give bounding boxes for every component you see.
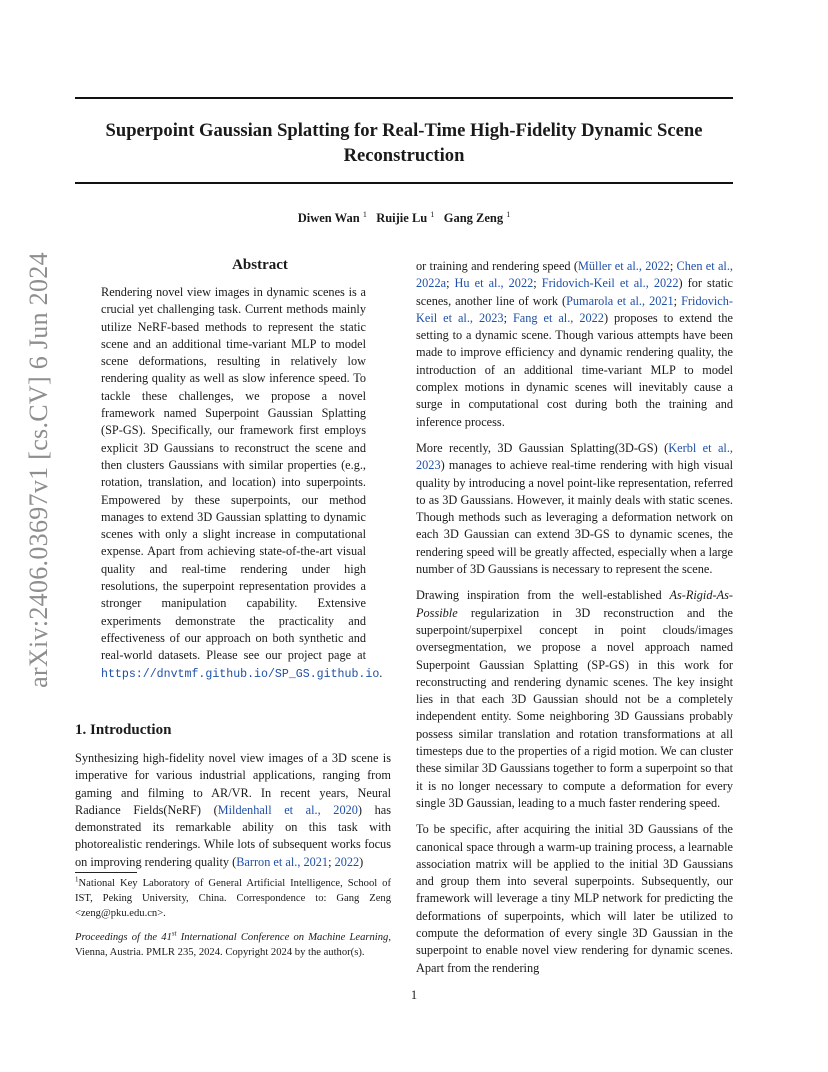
citation-link[interactable]: Pumarola et al., 2021 [566,293,674,308]
body-text: More recently, 3D Gaussian Splatting(3D-GS) [416,440,658,455]
page-number: 1 [410,988,418,1002]
citation-link[interactable]: Müller et al., 2022 [577,259,670,273]
footnote-rule [75,872,137,873]
proceedings-conference: International Conference on Machine Learning [180,932,389,943]
affiliation-mark: 1 [362,209,367,219]
citation-link[interactable]: Fang et al., 2022 [512,310,604,325]
intro-text: Synthesizing high-fidelity novel view images of a 3D scene is imperative for various industrial applications, ranging from gaming and filming to AR/VR. In recent years, Neural Radiance Fields(NeRF) [75,751,391,817]
proceedings-number: 41 [161,932,172,943]
paragraph [416,587,733,812]
footnote-text: National Key Laboratory of General Artificial Intelligence, School of IST, Peking University, China. Correspondence to: Gang Zeng <zeng@pku.edu.cn>. [75,878,391,919]
proceedings-footnote [75,930,391,960]
abstract-end: . [379,665,383,680]
project-page-link[interactable]: https://dnvtmf.github.io/SP_GS.github.io [101,667,380,681]
author-list [75,211,733,226]
abstract-body [101,284,383,683]
body-text: for static scenes, another line of work [416,276,733,308]
paper-title: Superpoint Gaussian Splatting for Real-Time High-Fidelity Dynamic Scene Reconstruction [105,120,703,166]
citation-link[interactable]: Fridovich-Keil et al., 2023 [416,293,734,325]
section-heading-introduction: 1. Introduction [75,722,172,738]
title-top-rule [75,97,733,99]
citation-link[interactable]: Kerbl et al., 2023 [416,440,734,473]
body-text: Drawing inspiration from the well-established [416,588,662,603]
paragraph: More recently, 3D Gaussian Splatting(3D-GS) (Kerbl et al., 2023) manages to achieve real-time rendering with high visual quality by introducing a novel point-like representation, referred to as 3D Gaussians. However, it mainly deals with static scenes. Though methods such as leveraging a deformation network on each 3D Gaussian can extend 3D-GS to dynamic scenes, the rendering speed will be greatly affected, especially when a large number of 3D Gaussians is necessary to represent the scene. [416,440,734,577]
abstract-text: Rendering novel view images in dynamic scenes is a crucial yet challenging task. Current methods mainly utilize NeRF-based methods to represent the static scene and an additional time-variant MLP to model scene deformations, resulting in relatively low rendering quality as well as slow inference speed. To tackle these challenges, we propose a novel framework named Superpoint Gaussian Splatting (SP-GS). Specifically, our framework first employs explicit 3D Gaussians to reconstruct the scene and then clusters Gaussians with similar properties (e.g., rotation, translation, and location) into superpoints. Empowered by these superpoints, our method manages to extend 3D Gaussian splatting to dynamic scenes with only a slight increase in computational expense. Apart from achieving state-of-the-art visual quality and real-time rendering under high resolutions, the superpoint representation provides a stronger manipulation capability. Extensive experiments demonstrate the practicality and effectiveness of our approach on both synthetic and real-world datasets. Please see our project page at [101,285,366,663]
title-bottom-rule [75,182,733,184]
body-text: manages to achieve real-time rendering with high visual quality by introducing a novel point-like representation, referred to as 3D Gaussians. However, it mainly deals with static scenes. Though methods such as leveraging a deformation network on each 3D Gaussian can extend 3D-GS to dynamic scenes, the rendering speed will be greatly affected, especially when a large number of 3D Gaussians is necessary to represent the scene. [416,458,733,577]
body-text: To be specific, after acquiring the initial 3D Gaussians of the canonical space through a warm-up training process, a learnable association matrix will be applied to the initial 3D Gaussians and group them into several superpoints. Subsequently, our framework will leverage a tiny MLP network for predicting the deformations of superpoints, which will later be utilized to compute the deformation of every single 3D Gaussian in the superpoint to enable novel view rendering for dynamic scenes. Apart from the rendering [416,822,733,975]
body-text: proposes to extend the setting to a dynamic scene. Though various attempts have been made to improve efficiency and dynamic rendering quality, the introduction of an additional time-variant MLP to model complex motions in dynamic scenes will inevitably cause a surge in computational cost during both the training and inference process. [416,310,733,429]
author-name: Gang Zeng [443,211,504,225]
body-text: regularization in 3D reconstruction and the superpoint/superpixel concept in point clouds/images oversegmentation, we propose a novel approach named Superpoint Gaussian Splatting (SP-GS) in this work for reconstructing and rendering dynamic scenes. The key insight lies in that each 3D Gaussian should not be a completely independent entity. Some neighboring 3D Gaussians probably possess similar translation and rotation transformations at all timesteps due to the properties of a rigid motion. We can cluster these similar 3D Gaussians together to form a superpoint so that it is no longer necessary to compute a deformation for every single 3D Gaussian, leading to a much faster rendering speed. [416,605,734,810]
proceedings-details: , Vienna, Austria. PMLR 235, 2024. Copyright 2024 by the author(s). [75,932,391,958]
affiliation-mark: 1 [430,209,435,219]
affiliation-mark: 1 [506,209,511,219]
citation-link[interactable]: 2022 [334,854,360,869]
citation-link[interactable]: Barron et al., 2021 [236,854,329,869]
arxiv-sidebar-stamp [19,180,59,760]
right-column-body [416,258,733,977]
footnote-mark: 1 [75,875,79,884]
arxiv-identifier: arXiv:2406.03697v1 [cs.CV] 6 Jun 2024 [24,252,53,688]
citation-link[interactable]: Chen et al., 2022a [416,259,733,291]
citation-link[interactable]: Mildenhall et al., 2020 [217,802,358,817]
affiliation-footnote [75,876,391,921]
abstract-heading: Abstract [232,257,288,273]
intro-text: has demonstrated its remarkable ability on this task with photorealistic renderings. While lots of subsequent works focus on improving rendering quality [75,802,391,869]
proceedings-text: Proceedings of the [75,932,158,943]
citation-link[interactable]: Fridovich-Keil et al., 2022 [541,276,679,291]
author-name: Ruijie Lu [376,211,428,225]
emphasis-text: As-Rigid-As-Possible [416,588,733,620]
body-text: or training and rendering speed [416,259,571,273]
citation-link[interactable]: Hu et al., 2022 [454,276,534,291]
author-name: Diwen Wan [297,211,360,225]
introduction-body: Synthesizing high-fidelity novel view images of a 3D scene is imperative for various industrial applications, ranging from gaming and filming to AR/VR. In recent years, Neural Radiance Fields(NeRF) (Mildenhall et al., 2020) has demonstrated its remarkable ability on this task with photorealistic renderings. While lots of subsequent works focus on improving rendering quality (Barron et al., 2021; 2022) [75,751,391,869]
paragraph: or training and rendering speed (Müller et al., 2022; Chen et al., 2022a; Hu et al., 2022; Fridovich-Keil et al., 2022) for static scenes, another line of work (Pumarola et al., 2021; Fridovich-Keil et al., 2023; Fang et al., 2022) proposes to extend the setting to a dynamic scene. Though various attempts have been made to improve efficiency and dynamic rendering quality, the introduction of an additional time-variant MLP to model complex motions in dynamic scenes will inevitably cause a surge in computational cost during both the training and inference process. [416,259,734,429]
paragraph [416,821,733,977]
proceedings-ordinal: st [171,929,177,938]
